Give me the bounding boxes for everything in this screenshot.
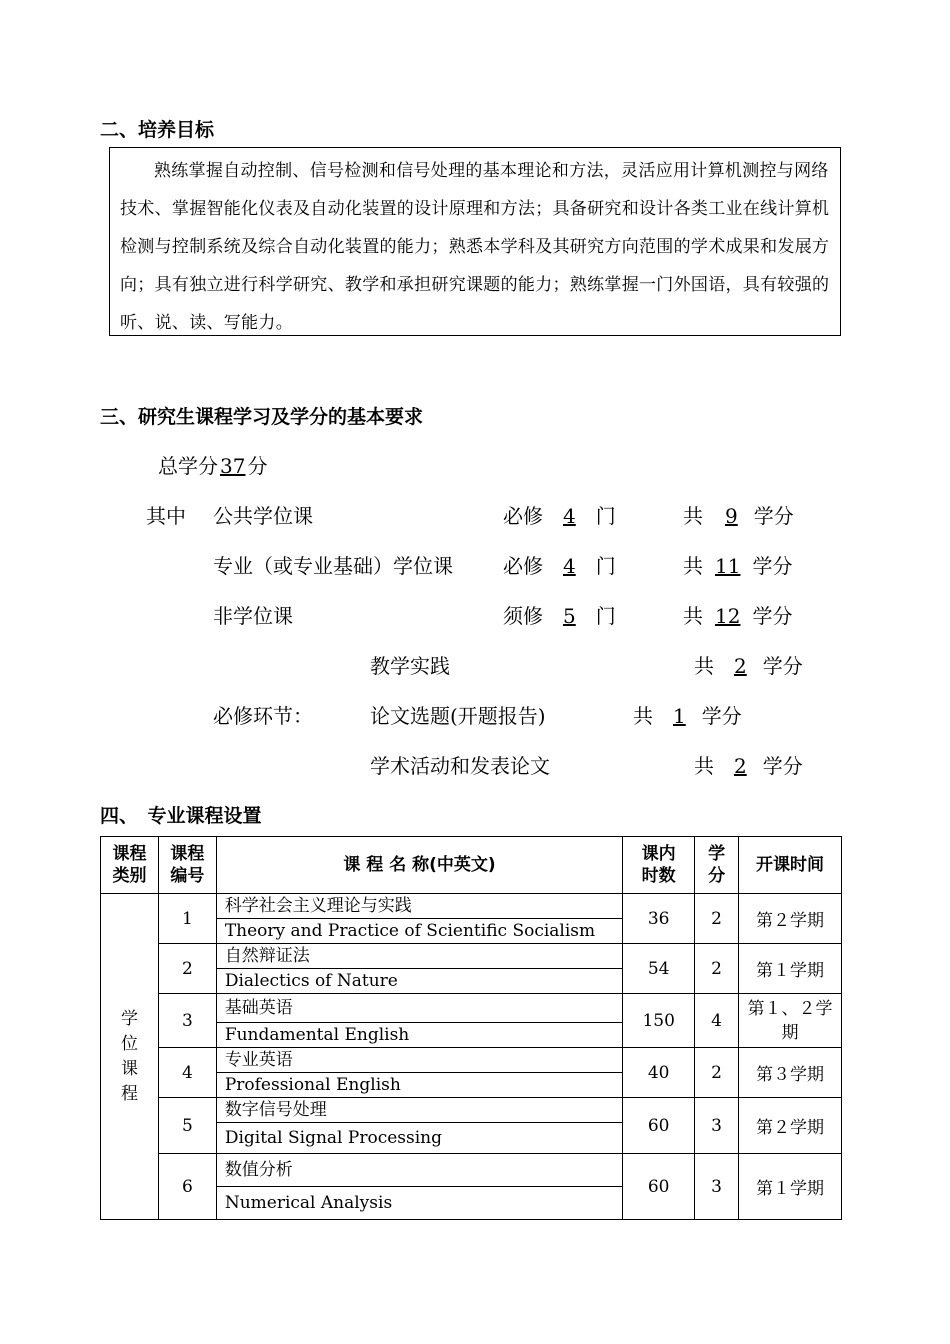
row3-req: 须修 5 门 bbox=[503, 604, 616, 628]
table-row bbox=[101, 1098, 842, 1123]
course-hours: 40 bbox=[623, 1048, 695, 1098]
course-name-cn: 数值分析 bbox=[216, 1154, 622, 1187]
course-credit: 3 bbox=[695, 1154, 739, 1220]
header-code: 课程 编号 bbox=[158, 837, 216, 894]
course-name-cn: 自然辩证法 bbox=[216, 944, 622, 969]
course-name-cn: 基础英语 bbox=[216, 994, 622, 1023]
course-hours: 150 bbox=[623, 994, 695, 1048]
total-value: 37 bbox=[220, 454, 246, 478]
section-title-courses: 四、 专业课程设置 bbox=[100, 805, 262, 827]
course-credit: 2 bbox=[695, 944, 739, 994]
table-row bbox=[101, 894, 842, 919]
course-name-en: Theory and Practice of Scientific Socialism bbox=[216, 919, 622, 944]
course-table bbox=[100, 836, 842, 1220]
total-prefix: 总学分 bbox=[158, 454, 218, 478]
table-row bbox=[101, 1154, 842, 1187]
course-credit: 2 bbox=[695, 894, 739, 944]
academic-credits: 共 2 学分 bbox=[694, 754, 803, 778]
required-label: 必修环节： bbox=[213, 704, 313, 728]
course-term: 第３学期 bbox=[739, 1048, 842, 1098]
total-suffix: 分 bbox=[247, 454, 268, 478]
row3-credits: 共 12 学分 bbox=[683, 604, 793, 628]
row1-credits: 共 9 学分 bbox=[683, 504, 794, 528]
course-term: 第１学期 bbox=[739, 944, 842, 994]
goals-text: 熟练掌握自动控制、信号检测和信号处理的基本理论和方法，灵活应用计算机测控与网络技术、掌握智能化仪表及自动化装置的设计原理和方法；具备研究和设计各类工业在线计算机检测与控制系统及综合自动化装置的能力；熟悉本学科及其研究方向范围的学术成果和发展方向；具有独立进行科学研究、教学和承担研究课题的能力；熟练掌握一门外国语，具有较强的听、说、读、写能力。 bbox=[120, 161, 830, 333]
table-row bbox=[101, 994, 842, 1023]
section-title-credits: 三、研究生课程学习及学分的基本要求 bbox=[100, 406, 424, 428]
course-name-en: Fundamental English bbox=[216, 1023, 622, 1048]
teaching-credits: 共 2 学分 bbox=[694, 654, 803, 678]
academic-name: 学术活动和发表论文 bbox=[370, 754, 550, 778]
course-name-cn: 科学社会主义理论与实践 bbox=[216, 894, 622, 919]
course-no: 6 bbox=[158, 1154, 216, 1220]
header-credit: 学 分 bbox=[695, 837, 739, 894]
header-name: 课 程 名 称(中英文) bbox=[216, 837, 622, 894]
course-credit: 2 bbox=[695, 1048, 739, 1098]
course-name-en: Numerical Analysis bbox=[216, 1187, 622, 1220]
row3-name: 非学位课 bbox=[213, 604, 293, 628]
row1-name: 公共学位课 bbox=[213, 504, 313, 528]
course-name-cn: 专业英语 bbox=[216, 1048, 622, 1073]
course-term: 第１、２学期 bbox=[739, 994, 842, 1048]
category-cell: 学 位 课 程 bbox=[101, 894, 159, 1220]
table-header-row bbox=[101, 837, 842, 894]
section-title-goals: 二、培养目标 bbox=[100, 119, 215, 141]
course-name-en: Digital Signal Processing bbox=[216, 1123, 622, 1154]
course-credit: 3 bbox=[695, 1098, 739, 1154]
course-hours: 36 bbox=[623, 894, 695, 944]
course-term: 第２学期 bbox=[739, 1098, 842, 1154]
header-hours: 课内 时数 bbox=[623, 837, 695, 894]
course-no: 1 bbox=[158, 894, 216, 944]
total-credits bbox=[158, 450, 267, 479]
course-credit: 4 bbox=[695, 994, 739, 1048]
course-hours: 54 bbox=[623, 944, 695, 994]
row1-req: 必修 4 门 bbox=[503, 504, 616, 528]
course-term: 第１学期 bbox=[739, 1154, 842, 1220]
row2-credits: 共 11 学分 bbox=[683, 554, 793, 578]
course-no: 4 bbox=[158, 1048, 216, 1098]
thesis-name: 论文选题(开题报告) bbox=[370, 704, 546, 728]
course-name-en: Dialectics of Nature bbox=[216, 969, 622, 994]
course-term: 第２学期 bbox=[739, 894, 842, 944]
header-term: 开课时间 bbox=[739, 837, 842, 894]
course-no: 3 bbox=[158, 994, 216, 1048]
table-row bbox=[101, 944, 842, 969]
row2-req: 必修 4 门 bbox=[503, 554, 616, 578]
thesis-credits: 共 1 学分 bbox=[633, 704, 742, 728]
course-name-cn: 数字信号处理 bbox=[216, 1098, 622, 1123]
teaching-name: 教学实践 bbox=[370, 654, 450, 678]
course-no: 5 bbox=[158, 1098, 216, 1154]
course-no: 2 bbox=[158, 944, 216, 994]
course-hours: 60 bbox=[623, 1098, 695, 1154]
course-name-en: Professional English bbox=[216, 1073, 622, 1098]
course-hours: 60 bbox=[623, 1154, 695, 1220]
goals-box bbox=[109, 147, 841, 336]
table-row bbox=[101, 1048, 842, 1073]
among-label: 其中 bbox=[146, 504, 186, 528]
row2-name: 专业（或专业基础）学位课 bbox=[213, 554, 453, 578]
header-category: 课程 类别 bbox=[101, 837, 159, 894]
